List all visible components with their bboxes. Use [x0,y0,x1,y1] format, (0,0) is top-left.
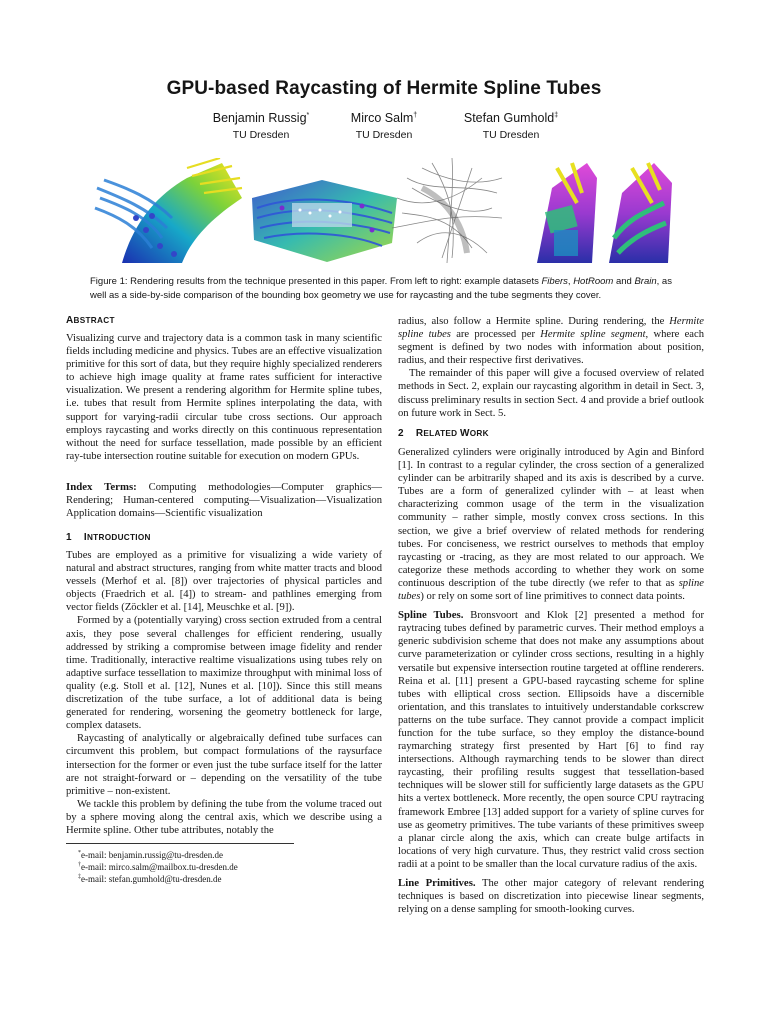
panel-fibers [95,158,242,263]
footnote: †e-mail: mirco.salm@mailbox.tu-dresden.de [78,862,238,872]
panel-brain [392,158,502,263]
author-name: Benjamin Russig [212,111,307,125]
author-name: Mirco Salm [350,111,414,125]
caption-text: and [613,276,635,287]
related-work-heading: 2 RELATED WORK [398,428,489,439]
figure-1-renderings [92,158,676,266]
author-affiliation: TU Dresden [355,129,413,141]
run-in-heading: Spline Tubes. [398,609,464,622]
paragraph: Spline Tubes. Bronsvoort and Klok [2] presented a method for raytracing tubes defined by parametric curves. Their method employs a generic subdivision scheme that does not make any assumptions about curve parameterization or cylinder cross sections, resulting in a highly versatile but expensive intersection routine targeted at offline renderers. Reina et al. [11] present a GPU-based raycasting scheme for spline tubes with elliptical cross section. Ellipsoids have a discernible orientation, and this translates to intuitively understandable corkscrew patterns on the tube surface. They cannot provide a compact implicit function for the tube surface, so they employ the distance-bound raymarching strategy first presented by Hart [6] to find ray intersections. Although raymarching tends to be slower than direct raycasting, their profiling results suggest that tessellation-based techniques will be slower still for sufficiently large datasets as the GPU hits a vertex bottleneck. More recently, the open source CPU raytracing framework Embree [13] added support for a variety of spline curves for use as geometry primitives. The tube variants of these primitives sweep a planar circle along the axis, which can create bulge artifacts in locations of very high curvature. Thus, they restrict valid cross section radii at a point to be smaller than the local curvature radius of the axis. [398,609,704,870]
figure-1 [92,158,676,266]
author-affiliation: TU Dresden [482,129,540,141]
footnote-rule [66,843,294,844]
paragraph: We tackle this problem by defining the tube from the volume traced out by a sphere moving along the central axis, which we describe using a Hermite spline. Other tube attributes, notably the [66,798,382,836]
dataset-name: HotRoom [573,276,614,287]
author-mark: ‡ [554,111,559,119]
index-terms-text: Computing methodologies—Computer graphics—Rendering; Human-centered computing—Visualization—Visualization Application domains—Scientific visualization [66,482,382,520]
figure-caption [90,275,680,303]
abstract-body [66,332,382,463]
author-affiliation: TU Dresden [232,129,290,141]
paragraph: Formed by a (potentially varying) cross section extruded from a central axis, they pose several challenges for efficient rendering, usually addressed by striking a compromise between image fidelity and render time. Traditionally, interactive realtime visualizations using tubes rely on adaptive surface tessellation to maximize throughput with minimal loss of quality (e.g. Stoll et al. [12], Nunes et al. [10]). Since this still means discretization of the tube surface, a lot of additional data is being generated for rendering, worsening the geometry bottleneck for large, complex datasets. [66,615,382,732]
paragraph: Tubes are employed as a primitive for visualizing a wide variety of natural and abstract structures, ranging from white matter tracts and blood vessels (Merhof et al. [8]) over trajectories of physical particles and objects (Fraedrich et al. [4]) to stream- and pathlines emerging from vector fields (Zöckler et al. [14], Meuschke et al. [9]). [66,550,382,614]
introduction-heading: 1 INTRODUCTION [66,532,151,543]
paragraph: Generalized cylinders were originally introduced by Agin and Binford [1]. In contrast to a regular cylinder, the cross section of a generalized cylinder can be arbitrarily shaped and its axis is described by a curve. Tubes are a form of generalized cylinder with – at least when characterizing common usage of the term in the visualization community – rather simple, mostly convex cross sections. In this section, we give a brief overview of related methods for rendering tubes. For conciseness, we restrict ourselves to methods that employ raycasting or -tracing, as they are most related to our approach. We categorize these methods according to whether they work on some continuous description of the tube directly (we refer to that as spline tubes) or rely on some sort of line primitives to connect data points. [398,447,704,603]
index-terms [66,481,382,520]
related-work-body [398,446,704,916]
paragraph: radius, also follow a Hermite spline. During rendering, the Hermite spline tubes are processed per Hermite spline segment, where each segment is defined by two nodes with information about position, radius, and their respective first derivatives. [398,316,704,367]
paragraph: Raycasting of analytically or algebraically defined tube surfaces can circumvent this problem, but compact formulations of the raysurface intersection for the former or even just the tube surface itself for the latter are not straight-forward or – depending on the versatility of the tube primitive – non-existent. [66,733,382,797]
panel-hotroom [252,180,397,262]
abstract-heading: ABSTRACT [66,315,115,326]
footnote: *e-mail: benjamin.russig@tu-dresden.de [78,850,224,860]
paper-title: GPU-based Raycasting of Hermite Spline Tubes [166,78,602,99]
paragraph: The remainder of this paper will give a focused overview of related methods in Sect. 2, explain our raycasting algorithm in detail in Sect. 3, discuss preliminary results in section Sect. 4 and provide a brief outlook on future work in Sect. 5. [398,368,704,419]
panel-tube-segments [609,163,672,263]
author-mark: * [306,111,310,119]
author-2 [330,111,438,141]
footnote: ‡e-mail: stefan.gumhold@tu-dresden.de [78,874,222,884]
index-terms-label: Index Terms: [66,481,137,493]
paragraph: Line Primitives. The other major category of relevant rendering techniques is based on discretization into piecewise linear segments, relying on a dense sampling for smooth-looking curves. [398,877,704,916]
dataset-name: Brain [634,276,657,287]
caption-text: , as well as a side-by-side comparison of the bounding box geometry we use for raycasting and the tube segments they cover. [90,276,672,301]
author-name: Stefan Gumhold [463,111,555,125]
introduction-body [66,549,382,837]
author-mark: † [413,111,418,119]
caption-text: Figure 1: Rendering results from the technique presented in this paper. From left to right: example datasets [90,276,542,287]
author-1 [196,111,326,141]
caption-text: , [567,276,574,287]
abstract-text: Visualizing curve and trajectory data is a common task in many scientific fields including medicine and physics. Tubes are an effective visualization primitive for this sort of data, but they require highly specialized renderers to achieve high image quality at frame rates sufficient for interactive visualization. We present a rendering algorithm for Hermite spline tubes, i.e. tubes that result from Hermite splines interpolating the data, with support for varying-radii circular tube cross sections. Our approach employs raycasting and works directly on this continuous representation without the need for surface tessellation, made possible by an efficient ray-tube intersection routine suitable for execution on modern GPUs. [66,333,382,462]
run-in-heading: Line Primitives. [398,877,476,889]
author-3 [449,111,573,141]
dataset-name: Fibers [541,276,568,287]
panel-bounding-boxes [537,163,597,263]
intro-continued [398,315,704,420]
